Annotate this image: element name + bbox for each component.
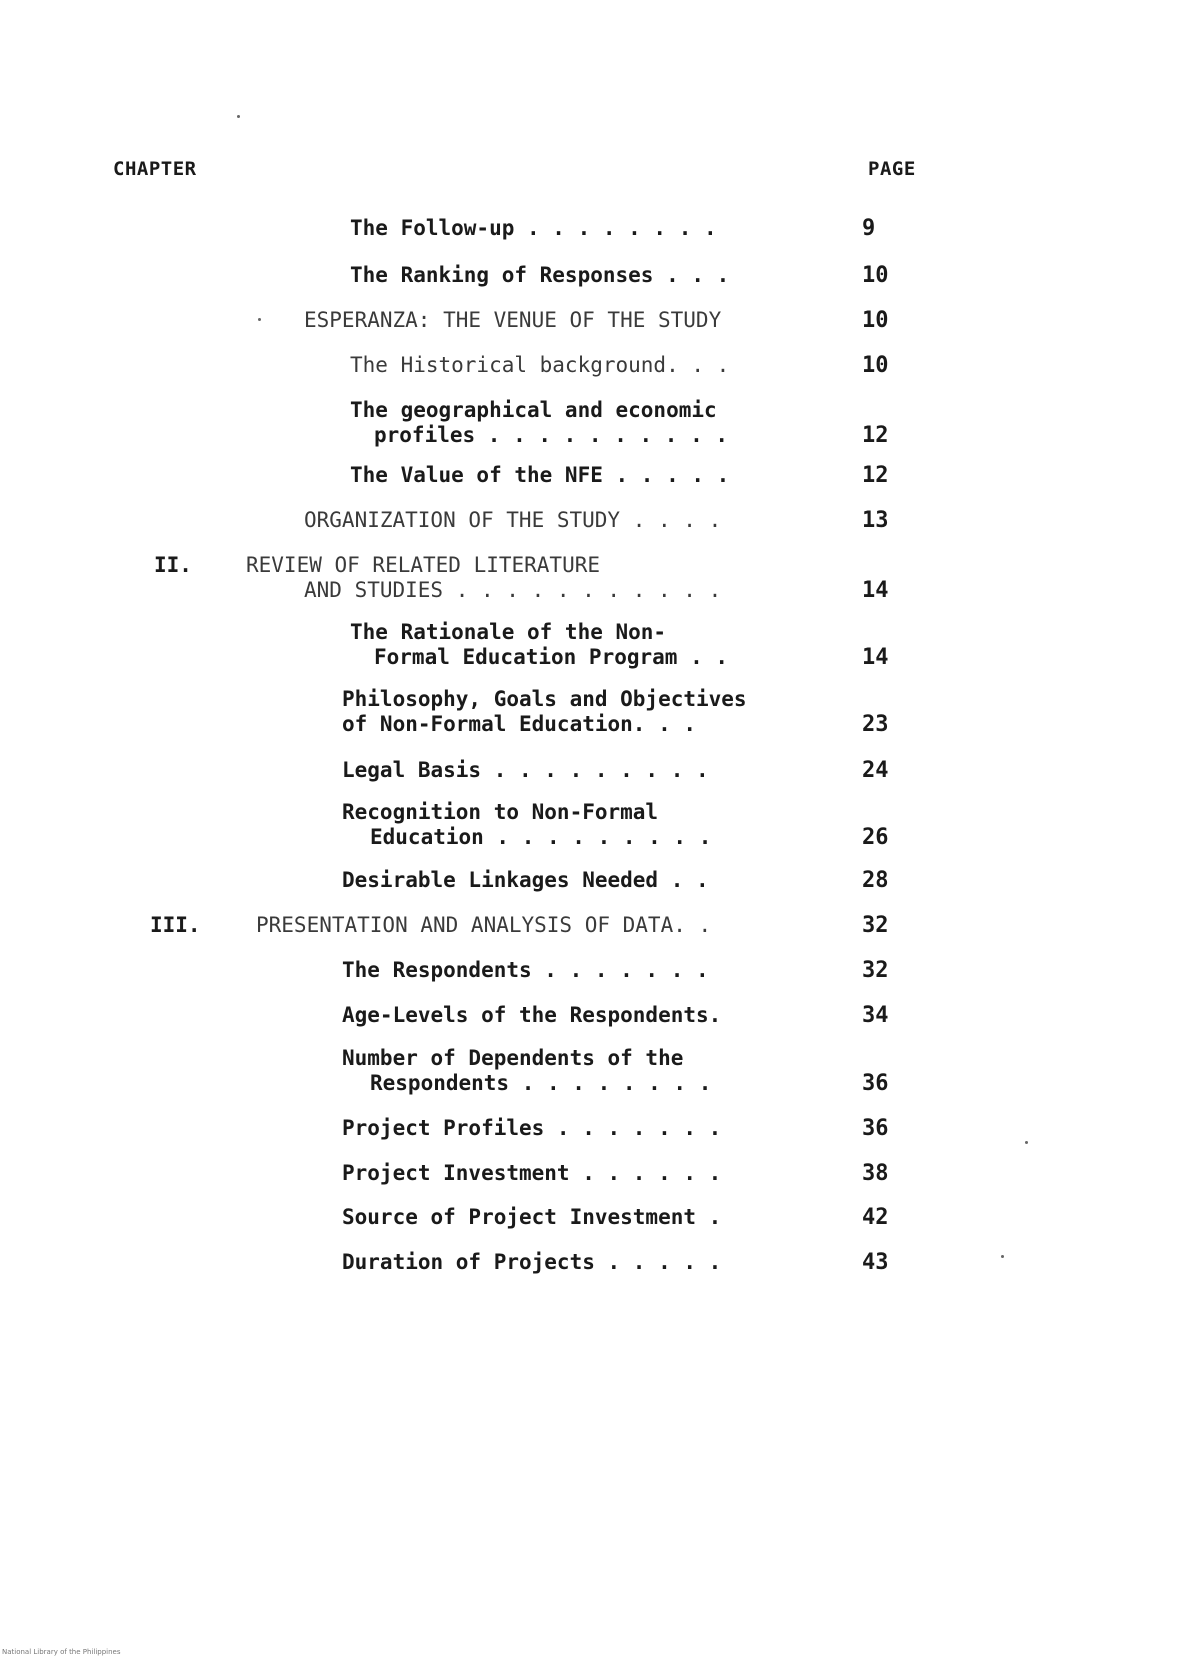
toc-page-number: 36 <box>862 1116 889 1141</box>
toc-page-number: 32 <box>862 913 889 938</box>
toc-entry-title-continued: Respondents . . . . . . . . <box>370 1071 712 1095</box>
page-column-header: PAGE <box>868 158 916 180</box>
toc-entry-title-continued: Education . . . . . . . . . <box>370 825 712 849</box>
toc-entry-title: Philosophy, Goals and Objectives <box>342 687 747 711</box>
toc-entry-title: The Value of the NFE . . . . . <box>350 463 730 487</box>
toc-page-number: 12 <box>862 463 889 488</box>
toc-entry-title-continued: Formal Education Program . . <box>374 645 729 669</box>
toc-page-number: 23 <box>862 712 889 737</box>
toc-entry-title: Project Investment . . . . . . <box>342 1161 722 1185</box>
toc-page-number: 10 <box>862 308 889 333</box>
toc-page-number: 43 <box>862 1250 889 1275</box>
toc-page-number: 36 <box>862 1071 889 1096</box>
chapter-number: II. <box>154 553 192 577</box>
toc-page-number: 9 <box>862 216 876 241</box>
toc-entry-title: The Historical background. . . <box>350 353 730 377</box>
toc-entry-title: Source of Project Investment . <box>342 1205 722 1229</box>
toc-page-number: 13 <box>862 508 889 533</box>
toc-entry-title: Number of Dependents of the <box>342 1046 684 1070</box>
toc-entry-title-continued: AND STUDIES . . . . . . . . . . . <box>304 578 722 602</box>
toc-page-number: 34 <box>862 1003 889 1028</box>
toc-page-number: 10 <box>862 353 889 378</box>
toc-entry-title: Recognition to Non-Formal <box>342 800 659 824</box>
toc-entry-title-continued: of Non-Formal Education. . . <box>342 712 697 736</box>
toc-entry-title: The Follow-up . . . . . . . . <box>350 216 717 240</box>
toc-entry-title-continued: profiles . . . . . . . . . . <box>374 423 729 447</box>
toc-page-number: 32 <box>862 958 889 983</box>
toc-page-number: 14 <box>862 645 889 670</box>
toc-page-number: 28 <box>862 868 889 893</box>
toc-page-number: 14 <box>862 578 889 603</box>
toc-entry-title: PRESENTATION AND ANALYSIS OF DATA. . <box>256 913 712 937</box>
toc-entry-title: Age-Levels of the Respondents. <box>342 1003 722 1027</box>
toc-entry-title: ORGANIZATION OF THE STUDY . . . . <box>304 508 722 532</box>
toc-entry-title: REVIEW OF RELATED LITERATURE <box>246 553 601 577</box>
toc-entry-title: Desirable Linkages Needed . . <box>342 868 709 892</box>
toc-entry-title: ESPERANZA: THE VENUE OF THE STUDY <box>304 308 722 332</box>
chapter-number: III. <box>150 913 201 937</box>
toc-page-number: 24 <box>862 758 889 783</box>
toc-entry-title: The geographical and economic <box>350 398 717 422</box>
toc-page-number: 12 <box>862 423 889 448</box>
toc-entry-title: Legal Basis . . . . . . . . . <box>342 758 709 782</box>
toc-page-number: 10 <box>862 263 889 288</box>
stray-mark <box>1001 1255 1004 1258</box>
toc-page-number: 26 <box>862 825 889 850</box>
stray-mark <box>237 115 240 118</box>
toc-entry-title: The Ranking of Responses . . . <box>350 263 730 287</box>
toc-entry-title: Project Profiles . . . . . . . <box>342 1116 722 1140</box>
toc-entry-title: The Rationale of the Non- <box>350 620 667 644</box>
stray-mark <box>1025 1141 1028 1144</box>
toc-entry-title: The Respondents . . . . . . . <box>342 958 709 982</box>
toc-page-number: 38 <box>862 1161 889 1186</box>
toc-entry-title: Duration of Projects . . . . . <box>342 1250 722 1274</box>
footer-note: National Library of the Philippines <box>2 1648 121 1656</box>
stray-mark <box>258 318 261 321</box>
toc-page-number: 42 <box>862 1205 889 1230</box>
chapter-column-header: CHAPTER <box>113 158 197 180</box>
